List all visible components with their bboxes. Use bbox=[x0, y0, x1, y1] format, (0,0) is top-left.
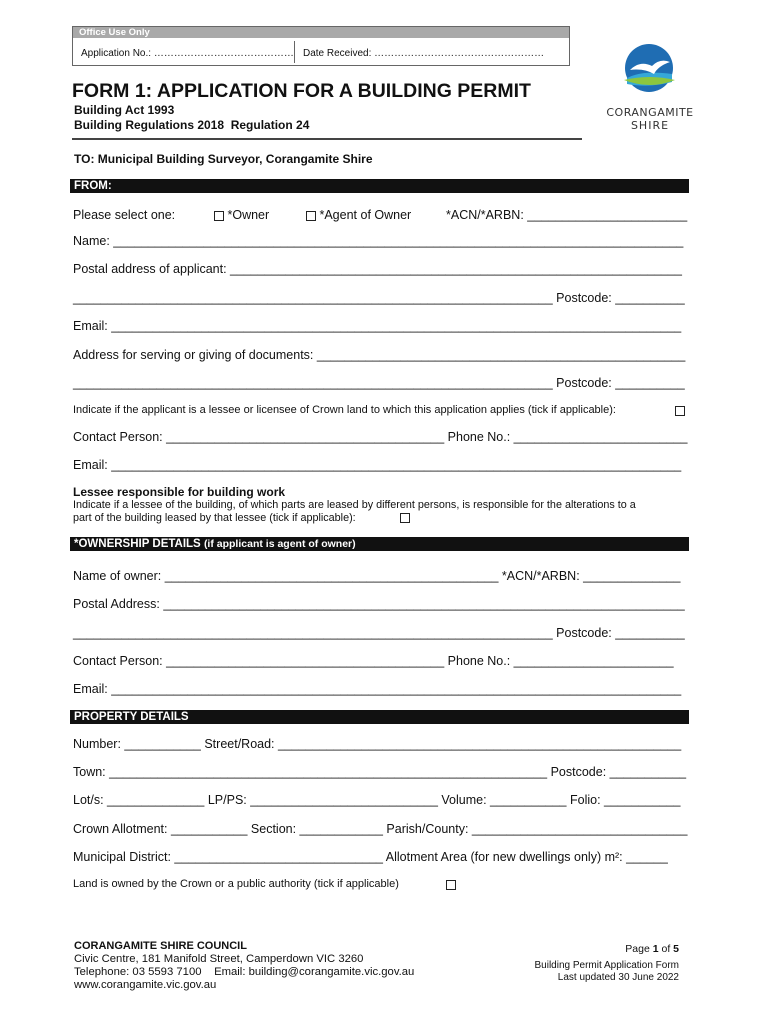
contact-person-field[interactable]: Contact Person: ________________________________________ Phone No.: _________________________ bbox=[73, 430, 688, 444]
town-field[interactable]: Town: _______________________________________________________________ Postcode: ___________ bbox=[73, 765, 687, 779]
crown-allotment-field[interactable]: Crown Allotment: ___________ Section: ____________ Parish/County: _______________________________ bbox=[73, 822, 688, 836]
ownership-section-bar bbox=[70, 537, 689, 551]
owner-email-field[interactable]: Email: __________________________________________________________________________________ bbox=[73, 682, 682, 696]
agent-label: *Agent of Owner bbox=[319, 208, 412, 222]
agent-option[interactable] bbox=[306, 208, 411, 222]
name-field[interactable]: Name: __________________________________________________________________________________ bbox=[73, 234, 684, 248]
owner-contact-field[interactable]: Contact Person: ________________________________________ Phone No.: _______________________ bbox=[73, 654, 674, 668]
owner-option[interactable] bbox=[214, 208, 269, 222]
page-number: 1 bbox=[652, 943, 659, 955]
date-received-field[interactable]: Date Received: …………………………………………… bbox=[303, 48, 545, 59]
email-field[interactable]: Email: __________________________________________________________________________________ bbox=[73, 319, 682, 333]
lessee-text-line1: Indicate if a lessee of the building, of which parts are leased by different persons, is responsible for the alterations to a bbox=[73, 499, 636, 511]
lessee-title: Lessee responsible for building work bbox=[73, 485, 286, 499]
from-section-bar bbox=[70, 179, 689, 193]
owner-name-field[interactable]: Name of owner: ________________________________________________ *ACN/*ARBN: ______________ bbox=[73, 569, 681, 583]
property-bar-label: PROPERTY DETAILS bbox=[74, 711, 189, 723]
logo-text-line1: CORANGAMITE bbox=[606, 106, 694, 119]
postal-address-line2-field[interactable]: _____________________________________________________________________ Postcode: __________ bbox=[73, 291, 685, 305]
property-section-bar bbox=[70, 710, 689, 724]
header-rule bbox=[72, 138, 582, 140]
page-total: 5 bbox=[673, 943, 679, 955]
from-bar-label: FROM: bbox=[74, 180, 112, 192]
logo-text-line2: SHIRE bbox=[630, 119, 670, 132]
owner-postal-field[interactable]: Postal Address: ___________________________________________________________________________ bbox=[73, 597, 685, 611]
office-use-title: Office Use Only bbox=[73, 27, 569, 38]
footer-form-name: Building Permit Application Form bbox=[534, 960, 679, 971]
owner-postal-line2-field[interactable]: _____________________________________________________________________ Postcode: __________ bbox=[73, 626, 685, 640]
lessee-checkbox[interactable] bbox=[400, 513, 410, 523]
crown-land-label: Indicate if the applicant is a lessee or licensee of Crown land to which this application applies (tick if applicable): bbox=[73, 404, 616, 416]
postal-address-field[interactable]: Postal address of applicant: _________________________________________________________________ bbox=[73, 262, 682, 276]
land-owned-checkbox[interactable] bbox=[446, 880, 456, 890]
footer-council: CORANGAMITE SHIRE COUNCIL bbox=[74, 940, 247, 952]
footer-phone-email: Telephone: 03 5593 7100 Email: building@corangamite.vic.gov.au bbox=[74, 966, 415, 978]
ownership-bar-sub: (if applicant is agent of owner) bbox=[203, 538, 356, 550]
footer-address: Civic Centre, 181 Manifold Street, Camperdown VIC 3260 bbox=[74, 953, 364, 965]
owner-label: *Owner bbox=[227, 208, 270, 222]
serving-address-field[interactable]: Address for serving or giving of documents: _____________________________________________________ bbox=[73, 348, 686, 362]
application-no-field[interactable]: Application No.: …………………………………… bbox=[73, 41, 295, 63]
ownership-bar-label: *OWNERSHIP DETAILS bbox=[74, 538, 201, 550]
serving-address-line2-field[interactable]: _____________________________________________________________________ Postcode: __________ bbox=[73, 376, 685, 390]
office-use-box bbox=[72, 26, 570, 66]
form-title: FORM 1: APPLICATION FOR A BUILDING PERMIT bbox=[72, 80, 531, 102]
lot-field[interactable]: Lot/s: ______________ LP/PS: ___________________________ Volume: ___________ Folio: ___________ bbox=[73, 793, 681, 807]
owner-checkbox[interactable] bbox=[214, 211, 224, 221]
email2-field[interactable]: Email: __________________________________________________________________________________ bbox=[73, 458, 682, 472]
select-label: Please select one: bbox=[73, 208, 176, 222]
acn-field[interactable]: *ACN/*ARBN: _______________________ bbox=[446, 208, 688, 222]
corangamite-logo bbox=[600, 44, 700, 134]
to-line: TO: Municipal Building Surveyor, Corangamite Shire bbox=[74, 152, 373, 166]
street-field[interactable]: Number: ___________ Street/Road: __________________________________________________________ bbox=[73, 737, 682, 751]
building-regulations: Building Regulations 2018 Regulation 24 bbox=[74, 118, 310, 132]
footer-updated: Last updated 30 June 2022 bbox=[557, 972, 679, 983]
crown-land-checkbox[interactable] bbox=[675, 406, 685, 416]
footer-website[interactable]: www.corangamite.vic.gov.au bbox=[74, 979, 217, 991]
page-indicator: Page 1 of 5 bbox=[625, 943, 679, 955]
land-owned-label: Land is owned by the Crown or a public authority (tick if applicable) bbox=[73, 878, 399, 890]
municipal-district-field[interactable]: Municipal District: ______________________________ Allotment Area (for new dwellings only) m²: ______ bbox=[73, 850, 668, 864]
lessee-text-line2: part of the building leased by that lessee (tick if applicable): bbox=[73, 512, 356, 524]
agent-checkbox[interactable] bbox=[306, 211, 316, 221]
building-act: Building Act 1993 bbox=[74, 103, 175, 117]
logo-emblem-icon bbox=[600, 44, 700, 104]
